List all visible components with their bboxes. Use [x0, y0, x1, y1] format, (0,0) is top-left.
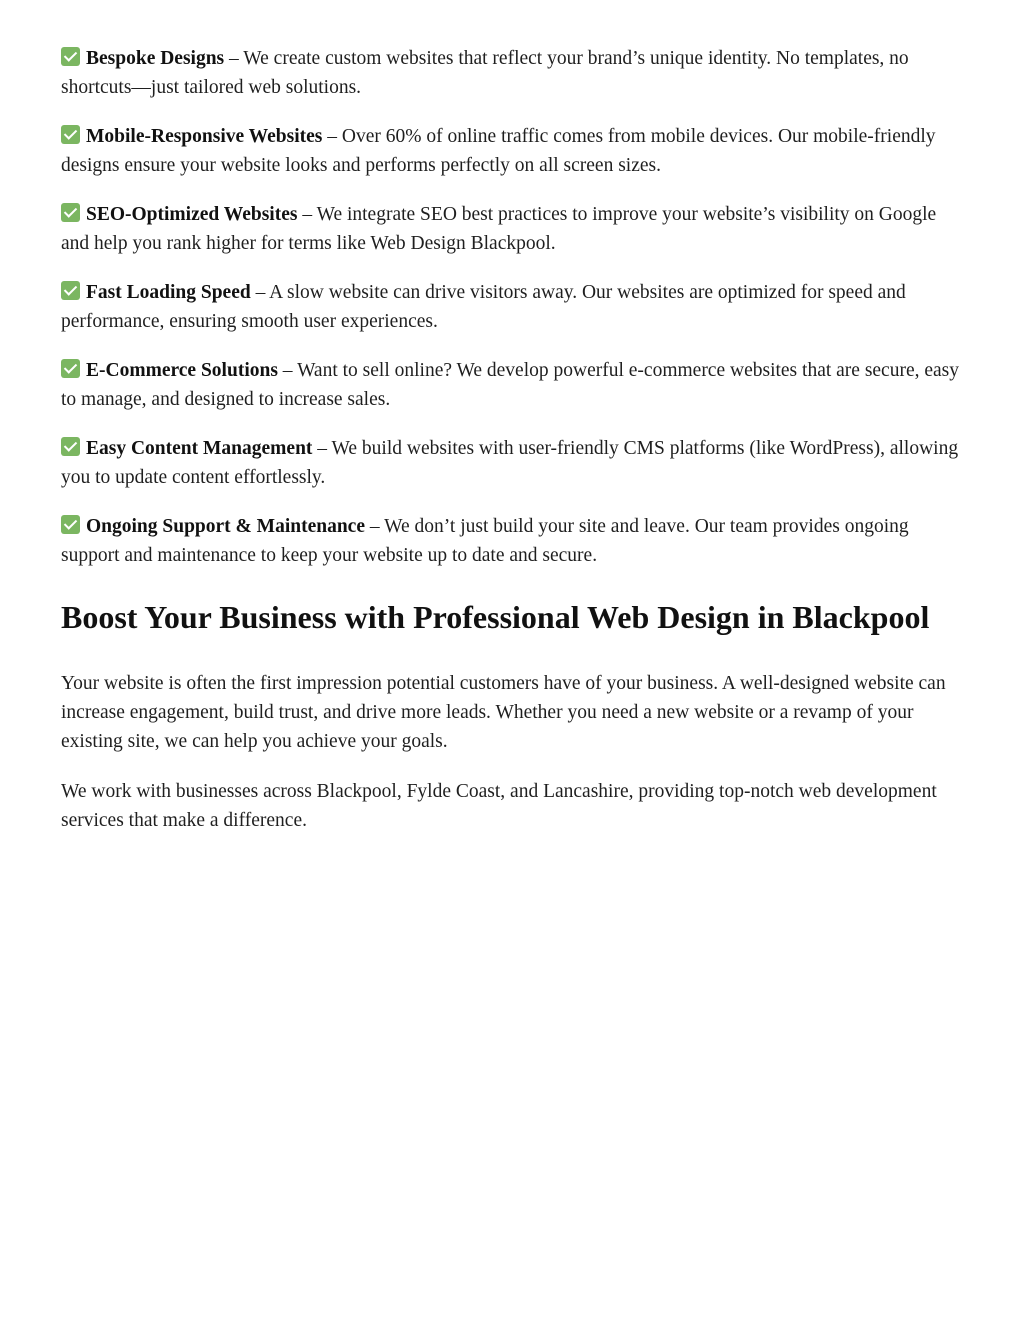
feature-title: Fast Loading Speed — [86, 282, 251, 303]
check-mark-icon — [61, 281, 80, 300]
feature-item — [61, 512, 961, 570]
feature-description: – We create custom websites that reflect your brand’s unique identity. No templates, no shortcuts—just tailored web solutions. — [61, 48, 909, 98]
feature-title: Mobile-Responsive Websites — [86, 126, 323, 147]
feature-description: – We build websites with user-friendly CMS platforms (like WordPress), allowing you to update content effortlessly. — [61, 438, 959, 488]
feature-item — [61, 122, 961, 180]
feature-title: Easy Content Management — [86, 438, 313, 459]
feature-description: – Over 60% of online traffic comes from mobile devices. Our mobile-friendly designs ensure your website looks and performs perfectly on all screen sizes. — [61, 126, 936, 176]
check-mark-icon — [61, 359, 80, 378]
check-mark-icon — [61, 47, 80, 66]
document-page — [61, 44, 961, 856]
feature-item — [61, 44, 961, 102]
feature-item — [61, 434, 961, 492]
feature-title: Ongoing Support & Maintenance — [86, 516, 365, 537]
check-mark-icon — [61, 437, 80, 456]
feature-title: Bespoke Designs — [86, 48, 225, 69]
feature-item — [61, 278, 961, 336]
feature-description: – We don’t just build your site and leave. Our team provides ongoing support and maintenance to keep your website up to date and secure. — [61, 516, 909, 566]
feature-item — [61, 200, 961, 258]
feature-description: – Want to sell online? We develop powerful e-commerce websites that are secure, easy to manage, and designed to increase sales. — [61, 360, 960, 410]
section-heading: Boost Your Business with Professional Web Design in Blackpool — [61, 599, 930, 635]
feature-description: – We integrate SEO best practices to improve your website’s visibility on Google and help you rank higher for terms like Web Design Blackpool. — [61, 204, 937, 254]
body-paragraph: Your website is often the first impression potential customers have of your business. A well-designed website can increase engagement, build trust, and drive more leads. Whether you need a new website or a revamp of your existing site, we can help you achieve your goals. — [61, 673, 946, 752]
feature-list — [61, 44, 961, 570]
feature-title: E-Commerce Solutions — [86, 360, 278, 381]
check-mark-icon — [61, 125, 80, 144]
feature-description: – A slow website can drive visitors away. Our websites are optimized for speed and performance, ensuring smooth user experiences. — [61, 282, 906, 332]
body-paragraph: We work with businesses across Blackpool, Fylde Coast, and Lancashire, providing top-notch web development services that make a difference. — [61, 781, 937, 831]
check-mark-icon — [61, 515, 80, 534]
feature-title: SEO-Optimized Websites — [86, 204, 298, 225]
check-mark-icon — [61, 203, 80, 222]
feature-item — [61, 356, 961, 414]
